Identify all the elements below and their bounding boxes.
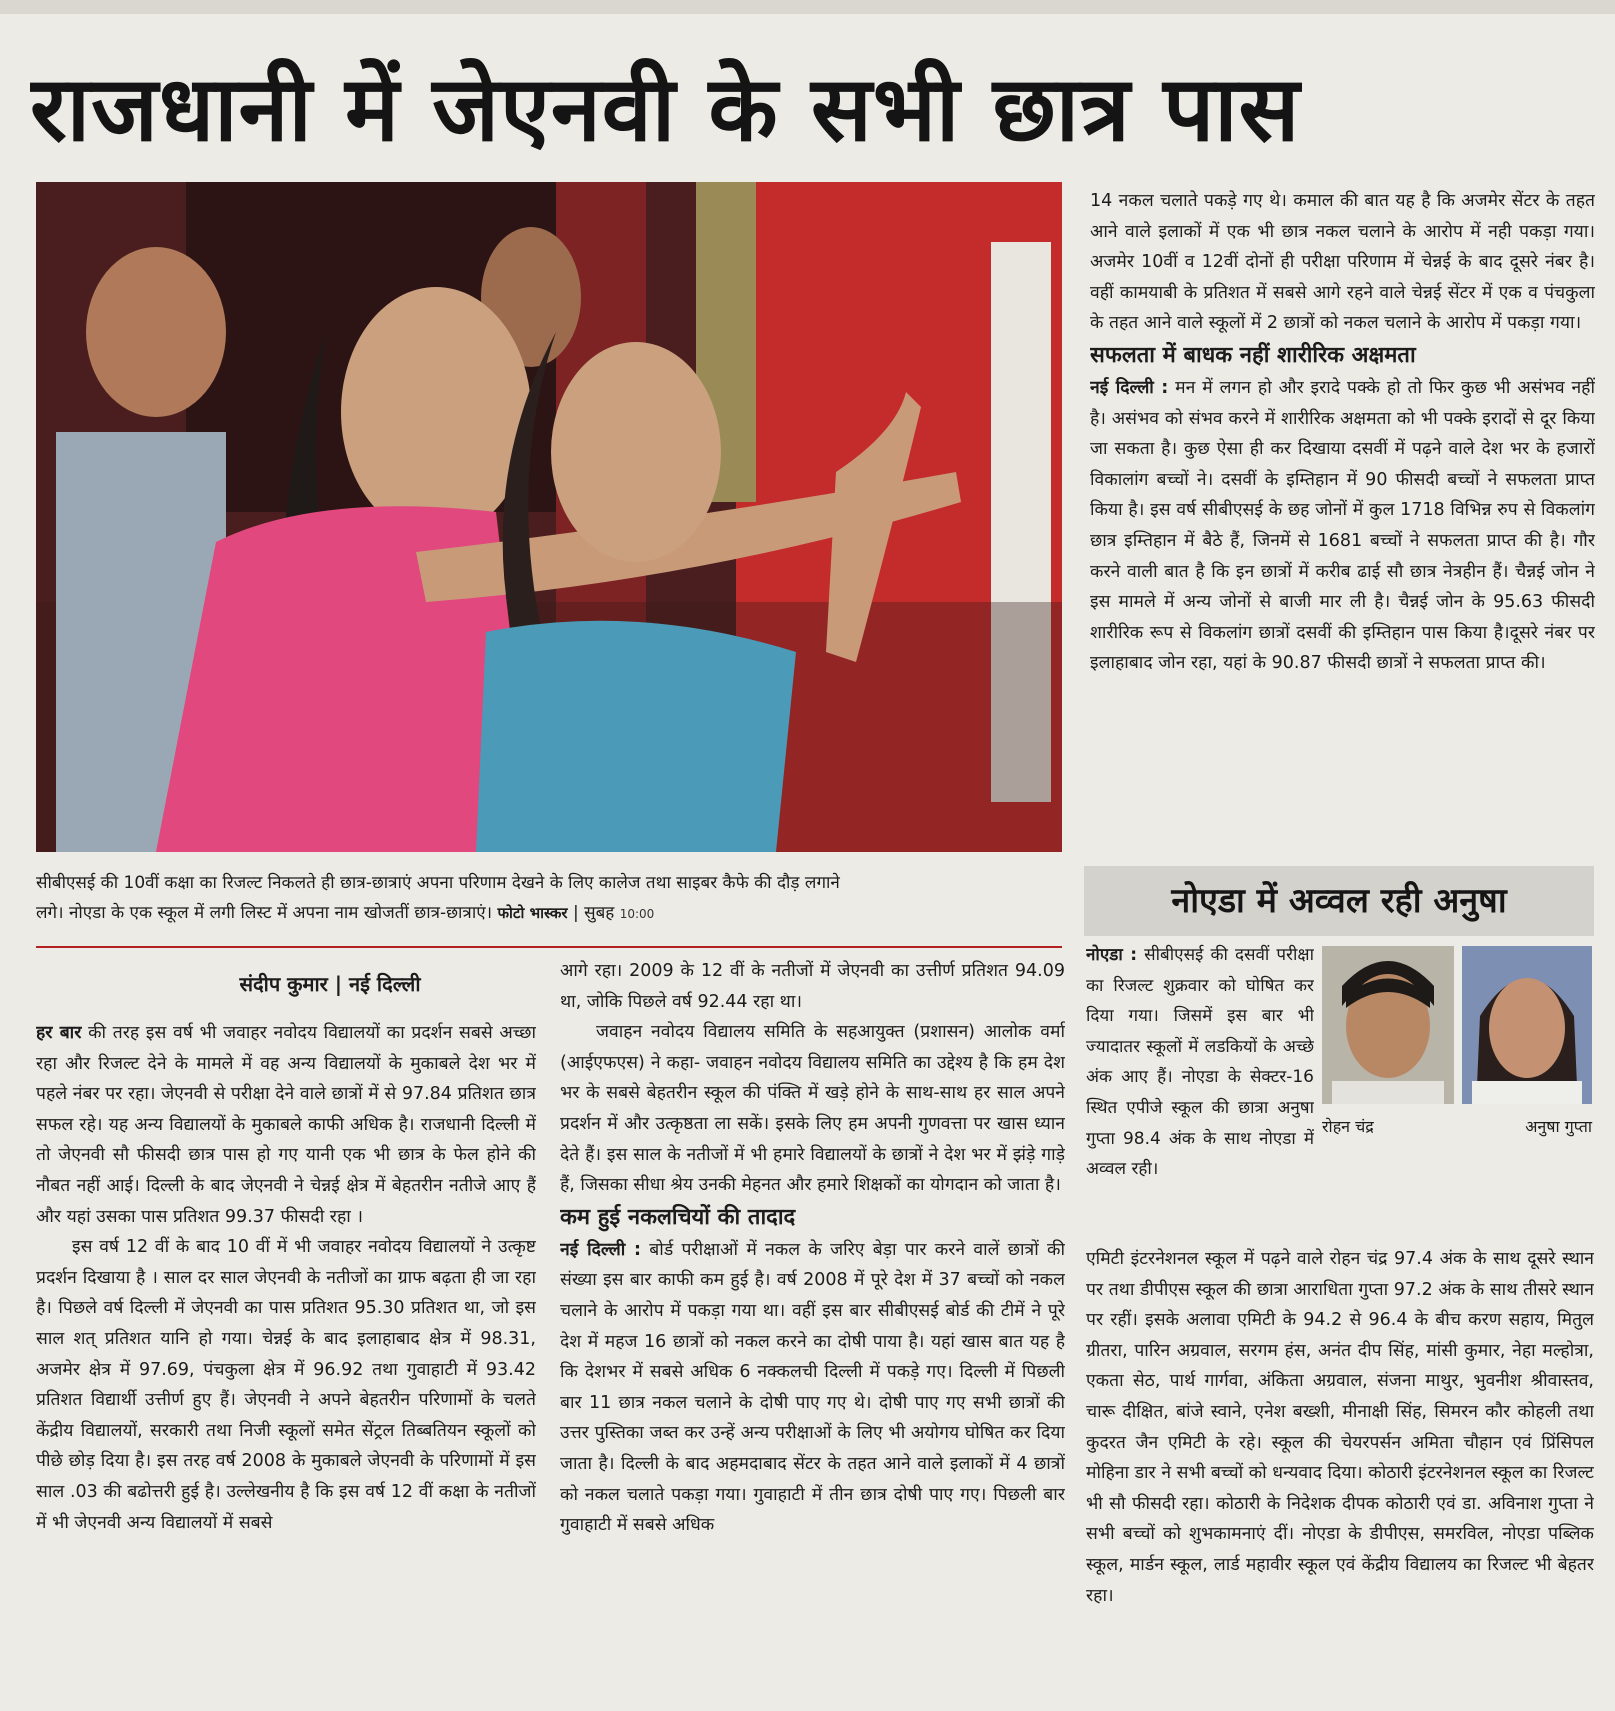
paragraph	[1086, 940, 1314, 1185]
paragraph	[1090, 373, 1595, 679]
subheading-cheating: कम हुई नकलचियों की तादाद	[560, 1204, 796, 1230]
dateline: नई दिल्ली :	[1090, 377, 1169, 398]
paragraph	[560, 1235, 1065, 1541]
paragraph: आगे रहा। 2009 के 12 वीं के नतीजों में जेएनवी का उत्तीर्ण प्रतिशत 94.09 था, जोकि पिछले वर्ष 92.44 रहा था।	[560, 961, 1065, 1012]
girl-portrait-image	[1462, 946, 1592, 1104]
caption-line-1: सीबीएसई की 10वीं कक्षा का रिजल्ट निकलते ही छात्र-छात्राएं अपना परिणाम देखने के लिए कालेज तथा साइबर कैफे की दौड़ लगाने	[36, 873, 840, 893]
paragraph: जवाहन नवोदय विद्यालय समिति के सहआयुक्त (प्रशासन) आलोक वर्मा (आईएफएस) ने कहा- जवाहन नवोदय विद्यालय समिति का उद्देश्य है कि हम देश भर के सबसे बेहतरीन स्कूल की पंक्ति में खड़े होने के साथ-साथ हर साल अपने प्रदर्शन में और उत्कृष्ठता ला सकें। इसके लिए हम अपनी गुणवत्ता पर खास ध्यान देते हैं। इस साल के नतीजों में भी हमारे विद्यालयों के छात्रों ने देश भर में झंड़े गाड़े हैं, जिसका सीधा श्रेय उनकी मेहनत और हमारे शिक्षकों का योगदान को जाता है।	[560, 1022, 1065, 1196]
paragraph-text: की तरह इस वर्ष भी जवाहर नवोदय विद्यालयों का प्रदर्शन सबसे अच्छा रहा और रिजल्ट देने के मामले में वह अन्य विद्यालयों के मुकाबले देश भर में पहले नंबर पर रहा। जेएनवी से परीक्षा देने वाले छात्रों में से 97.84 प्रतिशत छात्र सफल रहे। यह अन्य विद्यालयों के मुकाबले काफी अधिक है। राजधानी दिल्ली में तो जेएनवी सौ फीसदी छात्र पास हो गए यानी एक भी छात्र के फेल होने की नौबत नहीं आई। दिल्ली के बाद जेएनवी ने चेन्नई क्षेत्र में बेहतरीन नतीजे आए हैं और यहां उसका पास प्रतिशत 99.37 फीसदी रहा ।	[36, 1023, 536, 1227]
noida-story-title: नोएडा में अव्वल रही अनुषा	[1171, 881, 1507, 921]
paragraph-text: बोर्ड परीक्षाओं में नकल के जरिए बेड़ा पार करने वालें छात्रों की संख्या इस बार काफी कम हुई है। वर्ष 2008 में पूरे देश में 37 बच्चों को नकल चलाने के आरोप में पकड़ा गया था। वहीं इस बार सीबीएसई बोर्ड की टीमें ने पूरे देश में महज 16 छात्रों को नकल करने का दोषी पाया है। यहां खास बात यह है कि देशभर में सबसे अधिक 6 नक्कलची दिल्ली में पकड़े गए। दिल्ली में पिछली बार 11 छात्र नकल चलाने के दोषी पाए गए थे। दोषी पाए गए सभी छात्रों की उत्तर पुस्तिका जब्त कर उन्हें अन्य परीक्षाओं के लिए भी अयोगय घोषित कर दिया जाता है। दिल्ली के बाद अहमदाबाद सेंटर के तहत आने वाले इलाकों में 4 छात्रों को नकल चलाते पकड़ा गया। गुवाहाटी में तीन छात्र दोषी पाए गए। पिछली बार गुवाहाटी में सबसे अधिक	[560, 1239, 1065, 1536]
photo-credit: फोटो भास्कर	[497, 904, 568, 922]
rohan-chandra-portrait	[1322, 946, 1454, 1104]
portrait-name-left: रोहन चंद्र	[1322, 1117, 1374, 1136]
caption-text: लगे। नोएडा के एक स्कूल में लगी लिस्ट में अपना नाम खोजतीं छात्र-छात्राएं।	[36, 903, 493, 923]
article-column-3	[1090, 186, 1595, 850]
dateline: नई दिल्ली :	[560, 1239, 642, 1260]
credit-separator: |	[572, 903, 579, 923]
byline: संदीप कुमार | नई दिल्ली	[239, 972, 421, 996]
paragraph: एमिटी इंटरनेशनल स्कूल में पढ़ने वाले रोहन चंद्र 97.4 अंक के साथ दूसरे स्थान पर तथा डीपीएस स्कूल की छात्रा आराधिता गुप्ता 97.2 अंक के साथ तीसरे स्थान पर रहीं। इसके अलावा एमिटी के 94.2 से 96.4 के बीच करण सहाय, मितुल ग्रीतरा, पारिन अग्रवाल, सरगम हंस, अनंत दीप सिंह, मांसी कुमार, नेहा मल्होत्रा, एकता सेठ, पार्थ गार्गवा, अंकिता अग्रवाल, संजना माथुर, भुवनीश श्रीवास्तव, चारू दीक्षित, बांजे स्वाने, एनेश बख्शी, मीनाक्षी सिंह, सिमरन कौर कोहली तथा कुदरत जैन एमिटी के रहे। स्कूल की चेयरपर्सन अमिता चौहान एवं प्रिंसिपल मोहिना डार ने सभी बच्चों को धन्यवाद दिया। कोठारी इंटरनेशनल स्कूल का रिजल्ट भी सौ फीसदी रहा। कोठारी के निदेशक दीपक कोठारी एवं डा. अविनाश गुप्ता ने सभी बच्चों को शुभकामनाएं दीं। नोएडा के डीपीएस, समरविल, नोएडा पब्लिक स्कूल, मार्डन स्कूल, लार्ड महावीर स्कूल एवं केंद्रीय विद्यालय का रिजल्ट भी बेहतर रहा।	[1086, 1249, 1594, 1606]
edition-time: 10:00	[619, 907, 655, 921]
paragraph	[36, 1018, 536, 1232]
noida-body	[1086, 1244, 1594, 1700]
noida-intro	[1086, 940, 1314, 1240]
photo-caption	[36, 868, 1062, 940]
portrait-name-right: अनुषा गुप्ता	[1525, 1117, 1592, 1136]
main-photo	[36, 182, 1062, 852]
caption-line-2	[36, 898, 1062, 929]
previous-page-strip	[0, 0, 1615, 14]
section-divider	[36, 946, 1062, 948]
students-reading-result-list-image	[36, 182, 1062, 852]
paragraph: 14 नकल चलाते पकड़े गए थे। कमाल की बात यह है कि अजमेर सेंटर के तहत आने वाले इलाकों में एक भी छात्र नकल चलाने के आरोप में नही पकड़ा गया। अजमेर 10वीं व 12वीं दोनों ही परीक्षा परिणाम में चेन्नई के बाद दूसरे नंबर है। वहीं कामयाबी के प्रतिशत में सबसे आगे रहने वाले चेन्नई सेंटर में एक व पंचकुला के तहत आने वाले स्कूलों में 2 छात्रों को नकल चलाने के आरोप में पकड़ा गया।	[1090, 191, 1595, 334]
boy-portrait-image	[1322, 946, 1454, 1104]
article-column-2	[560, 956, 1065, 1698]
anusha-gupta-portrait	[1462, 946, 1592, 1104]
paragraph-text: सीबीएसई की दसवीं परीक्षा का रिजल्ट शुक्रवार को घोषित कर दिया गया। जिसमें इस बार भी ज्यादातर स्कूलों में लडकियों के अच्छे अंक आए हैं। नोएडा के सेक्टर-16 स्थित एपीजे स्कूल की छात्रा अनुषा गुप्ता 98.4 अंक के साथ नोएडा में अव्वल रही।	[1086, 945, 1314, 1180]
headline: राजधानी में जेएनवी के सभी छात्र पास	[30, 57, 1301, 162]
paragraph: इस वर्ष 12 वीं के बाद 10 वीं में भी जवाहर नवोदय विद्यालयों ने उत्कृष्ट प्रदर्शन दिखाया है । साल दर साल जेएनवी के नतीजों का ग्राफ बढ़ता ही जा रहा है। पिछले वर्ष दिल्ली में जेएनवी का पास प्रतिशत 95.30 प्रतिशत था, जो इस साल शत् प्रतिशत यानि हो गया। चेन्नई के बाद इलाहाबाद क्षेत्र में 98.31, अजमेर क्षेत्र में 97.69, पंचकुला क्षेत्र में 96.92 तथा गुवाहाटी में 93.42 प्रतिशत विद्यार्थी उत्तीर्ण हुए हैं। जेएनवी ने अपने बेहतरीन परिणामों के चलते केंद्रीय विद्यालयों, सरकारी तथा निजी स्कूलों समेत सेंट्रल तिब्बतियन स्कूलों को पीछे छोड़ दिया है। इस तरह वर्ष 2008 के मुकाबले जेएनवी के परिणामों में इस साल .03 की बढोत्तरी हुई है। उल्लेखनीय है कि इस वर्ष 12 वीं कक्षा के नतीजों में भी जेएनवी अन्य विद्यालयों में सबसे	[36, 1237, 536, 1533]
article-column-1	[36, 1018, 536, 1698]
lead-words: हर बार	[36, 1023, 82, 1043]
paragraph-text: मन में लगन हो और इरादे पक्के हो तो फिर कुछ भी असंभव नहीं है। असंभव को संभव करने में शारीरिक अक्षमता को भी पक्के इरादों से दूर किया जा सकता है। कुछ ऐसा ही कर दिखाया दसवीं में पढ़ने वाले देश भर के हजारों विकालांग बच्चों ने। दसवीं के इम्तिहान में 90 फीसदी बच्चों ने सफलता प्राप्त किया है। इस वर्ष सीबीएसई के छह जोनों में कुल 1718 विभिन्न रुप से विकलांग छात्र इम्तिहान में बैठे हैं, जिनमें से 1681 बच्चों ने सफलता प्राप्त की है। गौर करने वाली बात है कि इन छात्रों में करीब ढाई सौ छात्र नेत्रहीन हैं। चैन्नई जोन ने इस मामले में अन्य जोनों से बाजी मार ली है। चैन्नई जोन के 95.63 फीसदी शारीरिक रूप से विकलांग छात्रों दसवीं की इम्तिहान पास किया है।दूसरे नंबर पर इलाहाबाद जोन रहा, यहां के 90.87 फीसदी छात्रों ने सफलता प्राप्त की।	[1090, 377, 1595, 674]
edition-label: सुबह	[584, 903, 615, 923]
subheading-disability: सफलता में बाधक नहीं शारीरिक अक्षमता	[1090, 342, 1416, 368]
dateline: नोएडा :	[1086, 945, 1138, 965]
